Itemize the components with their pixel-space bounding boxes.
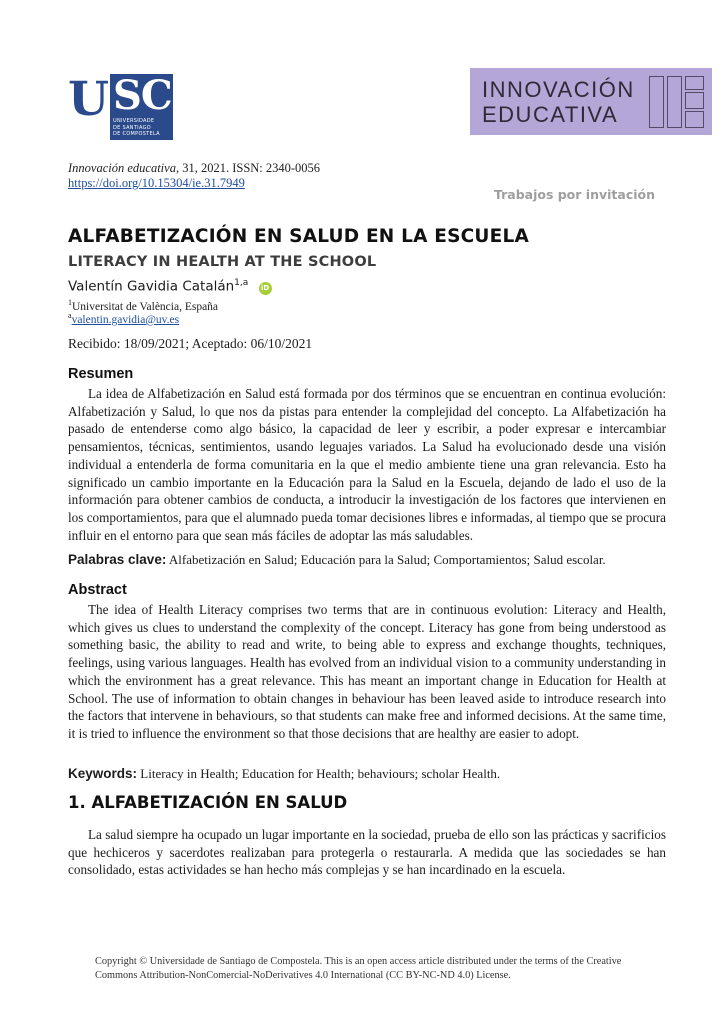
- resumen-heading: Resumen: [68, 366, 134, 382]
- innovacion-educativa-logo-icon: [649, 76, 704, 128]
- author-email-line: [68, 311, 179, 326]
- ie-logo-box-bottom: [685, 111, 704, 128]
- banner-line1: INNOVACIÓN: [482, 76, 635, 102]
- author-line: [68, 278, 272, 295]
- author-superscript: 1,a: [234, 278, 249, 288]
- article-title: ALFABETIZACIÓN EN SALUD EN LA ESCUELA: [68, 226, 529, 247]
- received-accepted-dates: Recibido: 18/09/2021; Aceptado: 06/10/2021: [68, 336, 313, 351]
- journal-citation: [68, 161, 320, 176]
- palabras-clave-line: [68, 552, 666, 568]
- usc-logo-box: [110, 74, 173, 140]
- abstract-paragraph: The idea of Health Literacy comprises two terms that are in continuous evolution: Literacy and Health, which gives us clues to understand the complexity of the concept. Literacy has gone from being understood as something basic, the ability to read and write, to being able to express and exchange thoughts, techniques, feelings, using various languages. Health has evolved from an individual vision to a community understanding in which the environment has a great relevance. This has meant an important change in Education for Health at School. The use of information to obtain changes in behaviour has been leaved aside to introduce research into the factors that intervene in behaviours, so that students can make free and informed decisions. At the same time, it is tried to influence the environment so that those decisions that are healthy are easier to adopt.: [68, 602, 666, 741]
- abstract-heading: Abstract: [68, 582, 127, 598]
- usc-logo-text-line2: DE SANTIAGO: [113, 124, 151, 131]
- keywords-label: Keywords:: [68, 766, 138, 781]
- ie-logo-bar1: [649, 76, 664, 128]
- doi-link[interactable]: https://doi.org/10.15304/ie.31.7949: [68, 176, 245, 190]
- usc-university-logo: [68, 74, 173, 140]
- palabras-clave-text: Alfabetización en Salud; Educación para la Salud; Comportamientos; Salud escolar.: [166, 552, 606, 567]
- usc-logo-text-line3: DE COMPOSTELA: [113, 131, 160, 137]
- usc-logo-sc: SC: [113, 72, 172, 119]
- ie-logo-box-mid: [685, 92, 704, 109]
- usc-logo-text-line1: UNIVERSIDADE: [113, 118, 155, 124]
- affiliation-text: Universitat de València, España: [72, 300, 219, 313]
- journal-banner-title: [482, 77, 649, 127]
- ie-logo-box-top: [685, 76, 704, 90]
- ie-logo-bar3: [685, 76, 704, 128]
- usc-logo-u: U: [68, 72, 109, 127]
- orcid-icon[interactable]: iD: [259, 282, 272, 295]
- journal-name: Innovación educativa: [68, 161, 176, 175]
- resumen-paragraph: La idea de Alfabetización en Salud está formada por dos términos que se encuentran en continua evolución: Alfabetización y Salud, lo que nos da pistas para entender la complejidad del concepto. La Alfabetización ha pasado de entenderse como algo básico, la capacidad de leer y escribir, a poder expresar e intercambiar pensamientos, técnicas, sentimientos, usando leguajes variados. La Salud ha evolucionado desde una visión individual a entenderla de forma comunitaria en la que el medio ambiente tiene una gran relevancia. Esto ha significado un cambio importante en la Educación para la Salud en la Escuela, dejando de lado el uso de la información para obtener cambios de conducta, a introducir la investigación de los factores que intervienen en los comportamientos, para que el alumnado pueda tomar decisiones libres e informadas, al tiempo que se procura influir en el entorno para que sean más fáciles de adoptar las más saludables.: [68, 386, 666, 543]
- copyright-footer: Copyright © Universidade de Santiago de Compostela. This is an open access article distributed under the terms of the Creative Commons Attribution-NonComercial-NoDerivatives 4.0 International (CC BY-NC-ND 4.0) License.: [95, 956, 622, 981]
- article-type-label: Trabajos por invitación: [493, 187, 655, 202]
- article-subtitle-english: LITERACY IN HEALTH AT THE SCHOOL: [68, 254, 377, 270]
- author-name: Valentín Gavidia Catalán: [68, 278, 235, 295]
- author-email-link[interactable]: valentin.gavidia@uv.es: [71, 313, 180, 326]
- journal-banner: [470, 68, 712, 135]
- keywords-line: [68, 766, 666, 782]
- affiliation-superscript: 1: [68, 298, 72, 307]
- palabras-clave-label: Palabras clave:: [68, 552, 167, 567]
- email-superscript: a: [68, 311, 72, 320]
- section-1-heading: 1. ALFABETIZACIÓN EN SALUD: [68, 793, 348, 812]
- journal-issue-issn: , 31, 2021. ISSN: 2340-0056: [175, 161, 321, 175]
- banner-line2: EDUCATIVA: [482, 101, 619, 127]
- ie-logo-bar2: [667, 76, 682, 128]
- section-1-paragraph: La salud siempre ha ocupado un lugar importante en la sociedad, prueba de ello son las prácticas y sacrificios que hechiceros y sacerdotes realizaban para protegerla o restaurarla. A medida que las sociedades se han consolidado, estas actividades se han hecho más complejas y se han incardinado en la escuela.: [68, 827, 666, 878]
- keywords-text: Literacy in Health; Education for Health; behaviours; scholar Health.: [137, 766, 501, 781]
